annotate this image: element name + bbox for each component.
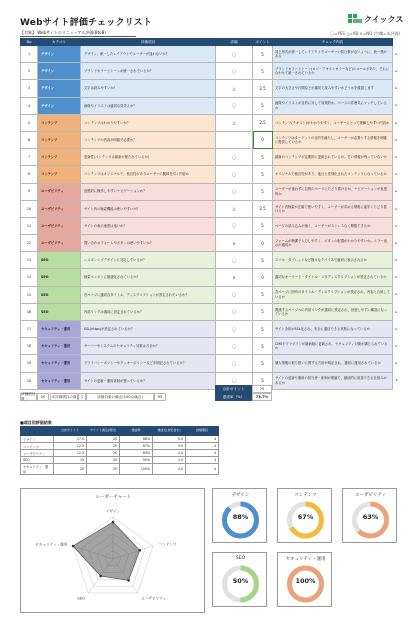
- radar-data-point: [112, 521, 115, 524]
- summary-header-row: [21, 427, 219, 436]
- row-number: 7: [21, 149, 38, 166]
- summary-row: [21, 457, 219, 464]
- row-question: 文字は読みやすいか？: [81, 80, 216, 97]
- table-row: [21, 355, 401, 372]
- table-row: [21, 321, 401, 338]
- row-number: 12: [21, 235, 38, 252]
- donut-chart-title: セキュリティ・運用: [285, 557, 326, 562]
- summary-category: コンテンツ: [21, 443, 54, 450]
- row-check-content: 関連するページへの内部リンクが適切に設定され、回遊しやすい構造になっているか: [273, 303, 393, 320]
- page-title: Webサイト評価チェックリスト: [20, 18, 153, 28]
- row-points: 5: [253, 286, 273, 303]
- row-points: 2.5: [253, 80, 273, 97]
- row-check-content: ページの読み込みが速く、ユーザーがストレスなく閲覧できるか: [273, 217, 393, 234]
- table-row: [21, 286, 401, 303]
- col-header-points: ポイント: [253, 39, 273, 46]
- row-rating-select[interactable]: 〇: [216, 46, 253, 63]
- summary-header: 合計ポイント: [54, 427, 87, 436]
- summary-header: 達成率: [120, 427, 153, 436]
- table-row: [21, 217, 401, 234]
- row-number: 17: [21, 321, 38, 338]
- table-header-row: [21, 39, 401, 46]
- row-rating-select[interactable]: 〇: [216, 286, 253, 303]
- row-check-content: ユーザーが迷わずに目的のページにたどり着けるか、ナビゲーションが直感的か: [273, 183, 393, 200]
- row-points: 5: [253, 303, 273, 320]
- unrated-count-value: 1: [78, 393, 86, 401]
- row-number: 13: [21, 252, 38, 269]
- row-category: セキュリティ・運用: [38, 355, 81, 372]
- row-number: 5: [21, 114, 38, 131]
- row-check-content: サイト全体がSSL化され、安全に通信できる状態になっているか: [273, 321, 393, 338]
- row-question: サイトの表示速度は速いか？: [81, 217, 216, 234]
- summary-header: 評価項目: [186, 427, 219, 436]
- radar-chart-svg: [21, 489, 206, 614]
- summary-cell: 4: [186, 443, 219, 450]
- row-question: 画像やイラストは適切な見栄えか？: [81, 97, 216, 114]
- row-category: SEO: [38, 286, 81, 303]
- row-points: 5: [253, 166, 273, 183]
- row-points: 5: [253, 46, 273, 63]
- row-rating-select[interactable]: △: [216, 114, 253, 131]
- row-category: コンテンツ: [38, 131, 81, 148]
- row-question: サーバーやシステムのセキュリティ対策は万全か？: [81, 338, 216, 355]
- row-edge-mark: ▸: [395, 137, 398, 142]
- summary-category: ユーザビリティ: [21, 450, 54, 457]
- max-score-value: 95: [154, 393, 166, 401]
- row-points: 5: [253, 372, 273, 389]
- col-header-question: 評価項目: [81, 39, 216, 46]
- summary-header: 達成点(対応含む): [153, 427, 186, 436]
- row-category: SEO: [38, 269, 81, 286]
- row-number: 19: [21, 355, 38, 372]
- row-number: 4: [21, 97, 38, 114]
- row-rating-select[interactable]: 〇: [216, 183, 253, 200]
- row-question: コンテンツの内容が明確で必要か？: [81, 131, 216, 148]
- radar-category-label: デザイン: [105, 509, 121, 514]
- donut-percent-label: 63%: [362, 513, 379, 521]
- brand-logo: [348, 14, 403, 25]
- summary-cell: 4.0: [153, 450, 186, 457]
- row-question: レスポンシブデザインに対応しているか？: [81, 252, 216, 269]
- row-rating-select[interactable]: 〇: [216, 303, 253, 320]
- row-question: コンテンツはオリジナルで、独自性がありユーザーの興味を引く内容か: [81, 166, 216, 183]
- row-edge-mark: ▸: [395, 361, 398, 366]
- summary-cell: 63%: [120, 450, 153, 457]
- donut-percent-label: 100%: [295, 577, 316, 585]
- row-rating-select[interactable]: 〇: [216, 166, 253, 183]
- donut-chart: [212, 552, 267, 607]
- donut-chart: [277, 488, 332, 543]
- summary-cell: 50%: [120, 457, 153, 464]
- table-row: [21, 63, 401, 80]
- donut-percent-label: 50%: [232, 577, 249, 585]
- donut-percent-label: 88%: [232, 513, 249, 521]
- eval-count-value: 20: [37, 393, 49, 401]
- row-question: ブランドカラーとトーンが統一されているか？: [81, 63, 216, 80]
- row-edge-mark: ▸: [395, 326, 398, 331]
- row-question: 内部リンクは適切に設定されているか？: [81, 303, 216, 320]
- row-points: 0: [253, 131, 273, 148]
- row-check-content: 文字の大きさや行間などが適切で読みやすいかどうかを確認します: [273, 80, 393, 97]
- row-number: 11: [21, 217, 38, 234]
- row-edge-mark: ▸: [395, 69, 398, 73]
- row-points: 5: [253, 149, 273, 166]
- row-points: 5: [253, 97, 273, 114]
- row-category: ユーザビリティ: [38, 200, 81, 217]
- checklist-table: [20, 38, 401, 390]
- row-question: プライバシーポリシーやクッキーポリシーなどが明記されているか？: [81, 355, 216, 372]
- row-category: SEO: [38, 252, 81, 269]
- radar-data-point: [99, 575, 102, 578]
- row-check-content: 適切なキーワード・タイトル・メタディスクリプションが設定されているか: [273, 269, 393, 286]
- row-category: デザイン: [38, 63, 81, 80]
- donut-chart: [277, 552, 332, 607]
- row-rating-select[interactable]: 〇: [216, 321, 253, 338]
- summary-row: [21, 443, 219, 450]
- summary-cell: 20: [87, 436, 120, 443]
- row-edge-mark: ▸: [395, 86, 398, 91]
- summary-cell: 20: [87, 443, 120, 450]
- row-edge-mark: ▸: [395, 223, 398, 228]
- row-check-content: 個人情報の取り扱いに関する方針が明記され、適切に運用されているか: [273, 355, 393, 372]
- row-category: デザイン: [38, 97, 81, 114]
- summary-cell: 3.0: [153, 457, 186, 464]
- totals-block: [20, 385, 400, 401]
- row-edge-mark: ▸: [395, 258, 398, 263]
- row-number: 9: [21, 183, 38, 200]
- summary-cell: 15: [54, 457, 87, 464]
- row-category: ユーザビリティ: [38, 217, 81, 234]
- summary-row: [21, 464, 219, 475]
- summary-header: ポイント満点(項目): [87, 427, 120, 436]
- row-question: サイトの更新・運用体制が整っているか？: [81, 372, 216, 389]
- row-points: 0: [253, 235, 273, 252]
- row-check-content: フォームが簡潔で入力しやすく、ボタンの配置がわかりやすいか。エラー表示が適切か: [273, 235, 393, 252]
- row-number: 14: [21, 269, 38, 286]
- row-number: 2: [21, 63, 38, 80]
- summary-cell: 12.5: [54, 450, 87, 457]
- donut-chart-title: デザイン: [231, 493, 250, 498]
- summary-cell: 4: [186, 450, 219, 457]
- summary-cell: 12.5: [54, 443, 87, 450]
- radar-category-label: SEO: [77, 596, 85, 601]
- achievement-rate-value: 73.7%: [252, 393, 272, 401]
- radar-category-label: セキュリティ・運用: [35, 542, 68, 547]
- table-row: [21, 166, 401, 183]
- row-question: 検索エンジンに最適化されているか？: [81, 269, 216, 286]
- radar-chart: [20, 488, 205, 613]
- row-question: 直感的に操作しやすいナビゲーションか？: [81, 183, 216, 200]
- row-edge-mark: ▸: [395, 309, 398, 314]
- table-row: [21, 131, 401, 148]
- row-category: コンテンツ: [38, 166, 81, 183]
- row-edge-mark: ▸: [395, 206, 398, 211]
- col-header-check: チェック内容: [273, 39, 393, 46]
- col-header-no: No: [21, 39, 38, 46]
- row-edge-mark: ▸: [395, 378, 398, 383]
- summary-category: デザイン: [21, 436, 54, 443]
- row-check-content: オリジナルで独自性があり、他社と差別化されたコンテンツになっているか: [273, 166, 393, 183]
- table-row: [21, 338, 401, 355]
- summary-title: ■項目別評価結果: [20, 420, 52, 425]
- summary-cell: 4: [186, 464, 219, 475]
- row-points: 5: [253, 217, 273, 234]
- row-edge-mark: ▸: [395, 154, 398, 159]
- summary-category: SEO: [21, 457, 54, 464]
- radar-category-label: コンテンツ: [158, 542, 177, 547]
- donut-chart-title: ユーザビリティ: [354, 493, 387, 498]
- row-category: ユーザビリティ: [38, 183, 81, 200]
- summary-cell: 3.0: [153, 443, 186, 450]
- summary-cell: 67%: [120, 443, 153, 450]
- max-score-label: 評価対象の満点(100点満点): [86, 393, 154, 401]
- row-rating-select[interactable]: ×: [216, 235, 253, 252]
- row-rating-select[interactable]: △: [216, 200, 253, 217]
- row-rating-select[interactable]: 〇: [216, 63, 253, 80]
- row-rating-select[interactable]: 〇: [216, 338, 253, 355]
- summary-cell: 5.0: [153, 436, 186, 443]
- row-check-content: 最新のコンテンツが定期的に更新されているか、古い情報が残っていないか: [273, 149, 393, 166]
- row-points: 2.5: [253, 114, 273, 131]
- row-check-content: 各ページに固有のタイトル・ディスクリプションが設定され、内容と合致しているか: [273, 286, 393, 303]
- row-check-content: CMSやプラグインが最新版に更新され、セキュリティ対策が講じられているか: [273, 338, 393, 355]
- row-rating-select[interactable]: 〇: [216, 372, 253, 389]
- row-number: 16: [21, 303, 38, 320]
- table-row: [21, 149, 401, 166]
- table-row: [21, 252, 401, 269]
- summary-cell: 4: [186, 436, 219, 443]
- achievement-rate-label: 達成率（%）: [215, 393, 252, 401]
- row-check-content: ブランドカラーとトーン(ロゴ・テキストカラーなど)のルールがあり、それに合わせて統一されているか: [273, 63, 393, 80]
- table-row: [21, 200, 401, 217]
- brand-mark-icon: [348, 14, 362, 25]
- row-points: 5: [253, 63, 273, 80]
- row-rating-select[interactable]: 〇: [216, 252, 253, 269]
- row-rating-select[interactable]: 〇: [216, 355, 253, 372]
- row-question: SSL(https)が設定されているか？: [81, 321, 216, 338]
- row-check-content: サイト内検索が正確で使いやすく、ユーザーが求める情報に素早くたどり着けるか: [273, 200, 393, 217]
- summary-cell: 100%: [120, 464, 153, 475]
- row-number: 6: [21, 131, 38, 148]
- row-edge-mark: ▸: [395, 189, 398, 194]
- row-question: 各ページに適切なタイトル、ディスクリプションが設定されているか？: [81, 286, 216, 303]
- radar-data-point: [138, 549, 141, 552]
- summary-cell: 88%: [120, 436, 153, 443]
- row-category: セキュリティ・運用: [38, 321, 81, 338]
- row-edge-mark: ▸: [395, 344, 398, 348]
- row-rating-select[interactable]: ×: [216, 269, 253, 286]
- table-row: [21, 114, 401, 131]
- row-number: 15: [21, 286, 38, 303]
- brand-name: クイックス: [364, 15, 404, 24]
- site-label: 【対象】 Webサイトのリニューアル評価(BtoB): [20, 30, 136, 37]
- row-category: デザイン: [38, 80, 81, 97]
- row-category: セキュリティ・運用: [38, 372, 81, 389]
- summary-category: セキュリティ・運用: [21, 464, 54, 475]
- row-edge-mark: ▸: [395, 240, 398, 245]
- row-points: 5: [253, 252, 273, 269]
- row-points: 5: [253, 338, 273, 355]
- row-edge-mark: ▸: [395, 275, 398, 280]
- summary-cell: 20: [87, 457, 120, 464]
- radar-series-area: [73, 522, 140, 580]
- summary-cell: 20: [54, 464, 87, 475]
- row-number: 3: [21, 80, 38, 97]
- summary-cell: 4.0: [153, 464, 186, 475]
- row-edge-mark: ▸: [395, 172, 398, 177]
- summary-row: [21, 436, 219, 443]
- table-row: [21, 46, 401, 63]
- table-row: [21, 269, 401, 286]
- summary-table: [20, 426, 219, 475]
- donut-percent-label: 67%: [297, 513, 314, 521]
- summary-header: [21, 427, 54, 436]
- summary-row: [21, 450, 219, 457]
- row-number: 20: [21, 372, 38, 389]
- row-question: コンテンツはわかりやすいか？: [81, 114, 216, 131]
- row-points: 5: [253, 321, 273, 338]
- summary-cell: 4: [186, 457, 219, 464]
- row-number: 18: [21, 338, 38, 355]
- summary-cell: 17.5: [54, 436, 87, 443]
- row-question: 問い合わせフォームやボタンは使いやすいか？: [81, 235, 216, 252]
- col-header-rating: 評価: [216, 39, 253, 46]
- summary-cell: 20: [87, 464, 120, 475]
- donut-chart-title: SEO: [235, 556, 246, 561]
- table-row: [21, 235, 401, 252]
- row-edge-mark: ▸: [395, 51, 398, 56]
- radar-data-point: [127, 579, 130, 582]
- row-points: 0: [253, 269, 273, 286]
- row-edge-mark: ▸: [395, 120, 398, 125]
- col-header-category: カテゴリ: [38, 39, 81, 46]
- row-check-content: コンテンツはターゲットの目的を満たし、ユーザーが必要とする情報を明確に提供しているか: [273, 131, 393, 148]
- radar-category-label: ユーザビリティ: [141, 596, 167, 601]
- table-row: [21, 97, 401, 114]
- rating-legend: 〇=YES △=AB ×=NO (空欄=未評価): [330, 30, 400, 36]
- row-edge-mark: ▸: [395, 292, 398, 297]
- row-points: 5: [253, 183, 273, 200]
- row-check-content: スマホ・タブレットなど様々なデバイスで適切に表示されるか: [273, 252, 393, 269]
- row-edge-mark: ▸: [395, 103, 398, 108]
- table-row: [21, 80, 401, 97]
- meta-bar: [20, 30, 400, 37]
- row-question: サイト内の検索機能は使いやすいか？: [81, 200, 216, 217]
- table-row: [21, 183, 401, 200]
- table-row: [21, 303, 401, 320]
- row-rating-select[interactable]: 〇: [216, 217, 253, 234]
- total-points-value: 70: [252, 385, 272, 393]
- row-check-content: コンテンツ(テキスト)がわかりやすく、ユーザーにとって理解しやすい内容か: [273, 114, 393, 131]
- eval-count-label: 評価項目数: [21, 392, 36, 401]
- row-number: 10: [21, 200, 38, 217]
- row-points: 5: [253, 355, 273, 372]
- row-rating-select[interactable]: [216, 131, 253, 148]
- row-number: 8: [21, 166, 38, 183]
- row-category: デザイン: [38, 46, 81, 63]
- row-category: SEO: [38, 303, 81, 320]
- row-category: コンテンツ: [38, 114, 81, 131]
- row-category: セキュリティ・運用: [38, 338, 81, 355]
- row-check-content: 同じ形式が統一してレイアウトでユーザーの悩む事がないように、統一感がある: [273, 46, 393, 63]
- radar-chart-title: レーダーチャート: [95, 495, 132, 500]
- row-question: デザイン、統一したレイアウトでユーザーが迷わないか？: [81, 46, 216, 63]
- row-rating-select[interactable]: 〇: [216, 97, 253, 114]
- row-category: ユーザビリティ: [38, 235, 81, 252]
- donut-chart: [342, 488, 397, 543]
- row-rating-select[interactable]: 〇: [216, 149, 253, 166]
- row-question: 更新性(コンテンツは最新が保たれているか): [81, 149, 216, 166]
- row-check-content: 画像やイラストが目的に対して効果的か、ページの雰囲気にマッチしているか: [273, 97, 393, 114]
- donut-chart-title: コンテンツ: [294, 493, 317, 498]
- summary-cell: 20: [87, 450, 120, 457]
- donut-chart: [212, 488, 267, 543]
- total-points-label: 合計ポイント: [215, 385, 252, 393]
- row-category: コンテンツ: [38, 149, 81, 166]
- row-points: 2.5: [253, 200, 273, 217]
- row-rating-select[interactable]: △: [216, 80, 253, 97]
- unrated-count-label: 未評価項目の数: [50, 393, 78, 401]
- row-number: 1: [21, 46, 38, 63]
- row-check-content: サイトの更新や運用の担当者・体制が明確で、継続的に改善できる仕組みがあるか: [273, 372, 393, 389]
- radar-data-point: [72, 545, 75, 548]
